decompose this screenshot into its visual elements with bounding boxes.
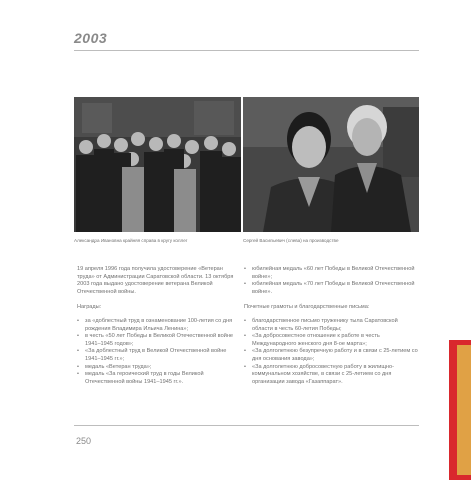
intro-paragraph: 19 апреля 1996 года получила удостоверение «Ветеран труда» от Администрации Саратовской области. 13 октября 2003 года выдано удостоверение ветерана Великой Отечественной войны. (77, 266, 234, 295)
list-item: • в честь «50 лет Победы в Великой Отечественной войне 1941–1945 годов»; (77, 333, 237, 348)
list-item: • за «доблестный труд в ознаменование 100-летия со дня рождения Владимира Ильича Ленина»; (77, 318, 237, 333)
photo-factory (243, 97, 419, 232)
list-item: • медаль «Ветеран труда»; (77, 364, 237, 372)
list-item: • медаль «За героический труд в годы Великой Отечественной войны 1941–1945 гг.». (77, 371, 237, 386)
top-divider (74, 50, 419, 51)
photo-colleagues (74, 97, 241, 232)
list-item: • «За добросовестное отношение к работе в честь Международного женского дня 8-ое марта»; (244, 333, 420, 348)
book-edge-ornament (457, 345, 471, 475)
year-heading: 2003 (74, 30, 108, 46)
awards-heading: Награды: (77, 304, 102, 311)
awards-list (77, 318, 237, 386)
caption-left: Александра Ивановна крайняя справа в кругу коллег (74, 238, 188, 243)
caption-right: Сергей Васильевич (слева) на производстве (243, 238, 339, 243)
list-item: • «За долголетнюю добросовестную работу в жилищно-коммунальном хозяйстве, в связи с 25-летием со дня организации завода «Газаппарат». (244, 364, 420, 387)
left-text-column (77, 266, 237, 386)
list-item: • «За доблестный труд в Великой Отечественной войне 1941–1945 гг.»; (77, 348, 237, 363)
medals-list (244, 266, 420, 296)
bottom-divider (74, 425, 419, 426)
list-item: • «За долголетнюю безупречную работу и в связи с 25-летием со дня основания завода»; (244, 348, 420, 363)
list-item: • благодарственное письмо труженику тыла Саратовской области в честь 60-летия Победы; (244, 318, 420, 333)
list-item: • юбилейная медаль «60 лет Победы в Великой Отечественной войне»; (244, 266, 420, 281)
certificates-heading: Почетные грамоты и благодарственные письма: (244, 304, 370, 311)
certificates-list (244, 318, 420, 386)
page-number: 250 (76, 436, 92, 446)
right-text-column (244, 266, 420, 386)
list-item: • юбилейная медаль «70 лет Победы в Великой Отечественной войне». (244, 281, 420, 296)
